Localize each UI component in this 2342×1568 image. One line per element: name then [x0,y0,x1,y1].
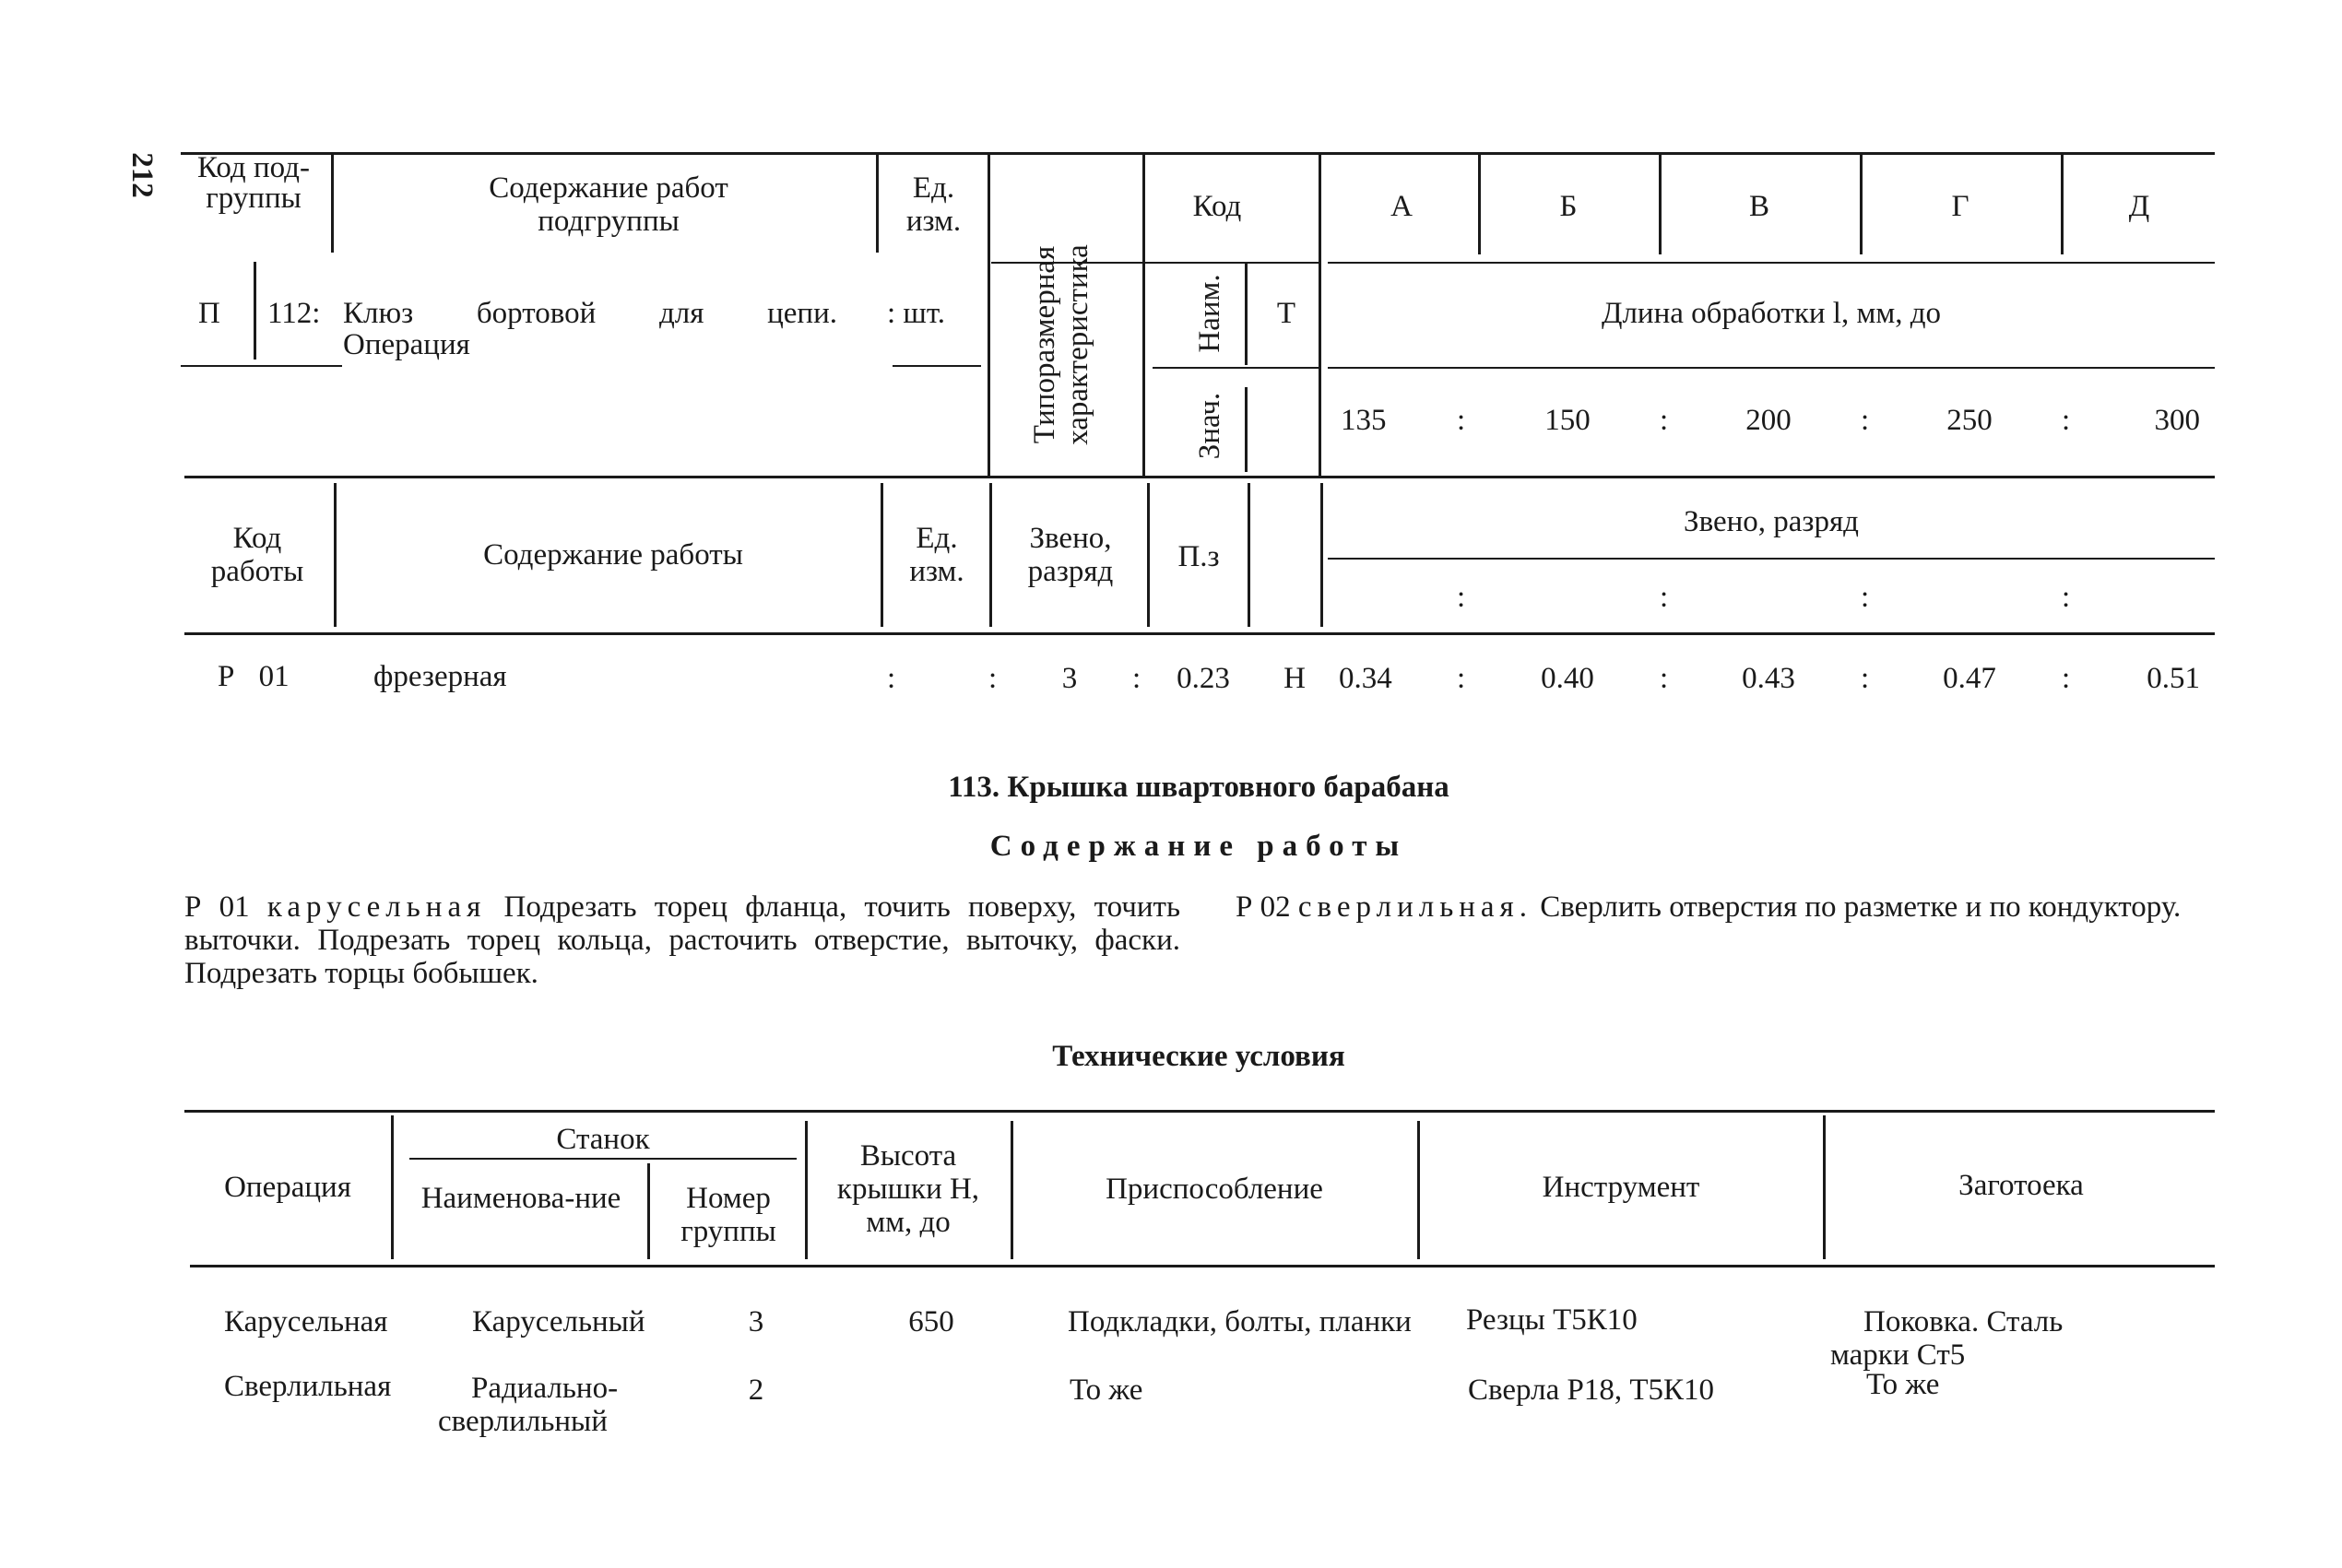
header-kod-raboty: Код работы [210,522,304,588]
t2-row2-blank: То же [1866,1368,1940,1401]
colon-sep: : [1861,404,1870,437]
t2-header-stanok: Станок [556,1123,650,1156]
t2-row1-operation: Карусельная [224,1305,388,1338]
work-value-d: 0.51 [2147,662,2200,695]
section-subtitle: Содержание работы [989,830,1408,863]
colon-sep: : [1660,404,1669,437]
value-g: 250 [1946,404,1993,437]
work-h: Н [1283,662,1306,695]
t2-row2-stanok: Радиально-сверлильный [438,1372,619,1438]
t2-header-naimenovanie: Наименова-ние [420,1182,621,1215]
t2-row1-stanok: Карусельный [472,1305,645,1338]
header-col-a: А [1390,190,1413,223]
colon-sep: : [1457,581,1466,614]
t2-header-zagotovka: Заготоека [1958,1169,2084,1202]
header-ed-izm: Ед. изм. [905,171,962,238]
colon-sep: : [1660,662,1669,695]
header-col-v: В [1748,190,1769,223]
value-b: 150 [1544,404,1591,437]
t2-row2-fixture: То же [1070,1373,1143,1407]
work-name: фрезерная [373,660,507,693]
t2-row1-tool: Резцы Т5К10 [1466,1303,1638,1337]
work-zveno: 3 [1061,662,1078,695]
header-kod: Код [1192,190,1242,223]
subgroup-operation: Операция [343,328,470,361]
header-tiporazmer: Типоразмерная характеристика [1028,244,1094,445]
paragraph-p01 [184,890,1180,990]
header-t: Т [1276,297,1296,330]
subgroup-letter: П [198,297,220,330]
page-number: 212 [125,152,159,198]
colon-sep: : [1457,662,1466,695]
work-value-a: 0.34 [1339,662,1392,695]
p02-code: Р 02 [1236,890,1291,924]
p02-operation: сверлильная. [1297,890,1532,924]
p01-code: Р 01 [184,890,250,924]
t2-row1-height: 650 [908,1305,954,1338]
subgroup-code: 112: [267,297,321,330]
t2-row2-tool: Сверла Р18, Т5К10 [1468,1373,1714,1407]
work-code: Р 01 [218,660,290,693]
header-work-zveno: Звено, разряд [1027,522,1114,588]
section-title: 113. Крышка швартовного барабана [948,771,1449,804]
colon-sep: : [887,662,896,695]
colon-sep: : [988,662,998,695]
header-dlina: Длина обработки l, мм, до [1601,297,1942,330]
header-naim: Наим. [1193,274,1226,353]
subgroup-unit: : шт. [887,297,946,330]
colon-sep: : [1132,662,1141,695]
value-a: 135 [1341,404,1387,437]
colon-sep: : [1861,662,1870,695]
work-value-v: 0.43 [1742,662,1795,695]
value-v: 200 [1745,404,1792,437]
paragraph-p02 [1236,890,2218,924]
t2-row1-group: 3 [748,1305,764,1338]
colon-sep: : [1660,581,1669,614]
work-value-b: 0.40 [1541,662,1594,695]
header-col-d: Д [2128,190,2150,223]
t2-row2-operation: Сверлильная [224,1370,392,1403]
header-work-ed-izm: Ед. изм. [909,522,964,588]
t2-row1-blank: Поковка. Сталь марки Ст5 [1830,1305,2064,1372]
header-znach: Знач. [1193,392,1226,460]
header-pz: П.з [1177,540,1220,573]
t2-header-instrument: Инструмент [1542,1171,1700,1204]
colon-sep: : [1457,404,1466,437]
t2-row1-fixture: Подкладки, болты, планки [1068,1305,1412,1338]
header-soderzhanie-raboty: Содержание работы [483,538,743,572]
t2-row2-group: 2 [748,1373,764,1407]
subgroup-name: Клюз бортовой для цепи. [343,297,837,330]
p01-text: Подрезать торец фланца, точить поверху, точить выточки. Подрезать торец кольца, расточить отверстие, выточку, фаски. Подрезать торцы бобышек. [184,890,1180,990]
header-soderzhanie-rabot: Содержание работ подгруппы [489,171,728,238]
t2-header-nomer: Номер группы [680,1182,776,1248]
header-col-g: Г [1951,190,1969,223]
header-kod-podgruppy: Код под-группы [197,151,310,215]
work-pz: 0.23 [1177,662,1230,695]
p02-text: Сверлить отверстия по разметке и по кондуктору. [1540,890,2182,924]
value-d: 300 [2154,404,2200,437]
tech-title: Технические условия [1052,1040,1345,1073]
t2-header-vysota: Высота крышки H, мм, до [836,1139,980,1239]
colon-sep: : [2062,404,2071,437]
header-zveno-razryad: Звено, разряд [1684,505,1859,538]
work-value-g: 0.47 [1943,662,1996,695]
colon-sep: : [2062,662,2071,695]
colon-sep: : [2062,581,2071,614]
t2-header-operation: Операция [224,1171,351,1204]
colon-sep: : [1861,581,1870,614]
header-col-b: Б [1559,190,1578,223]
p01-operation: карусельная [266,890,487,924]
t2-header-prisposoblenie: Приспособление [1106,1173,1323,1206]
